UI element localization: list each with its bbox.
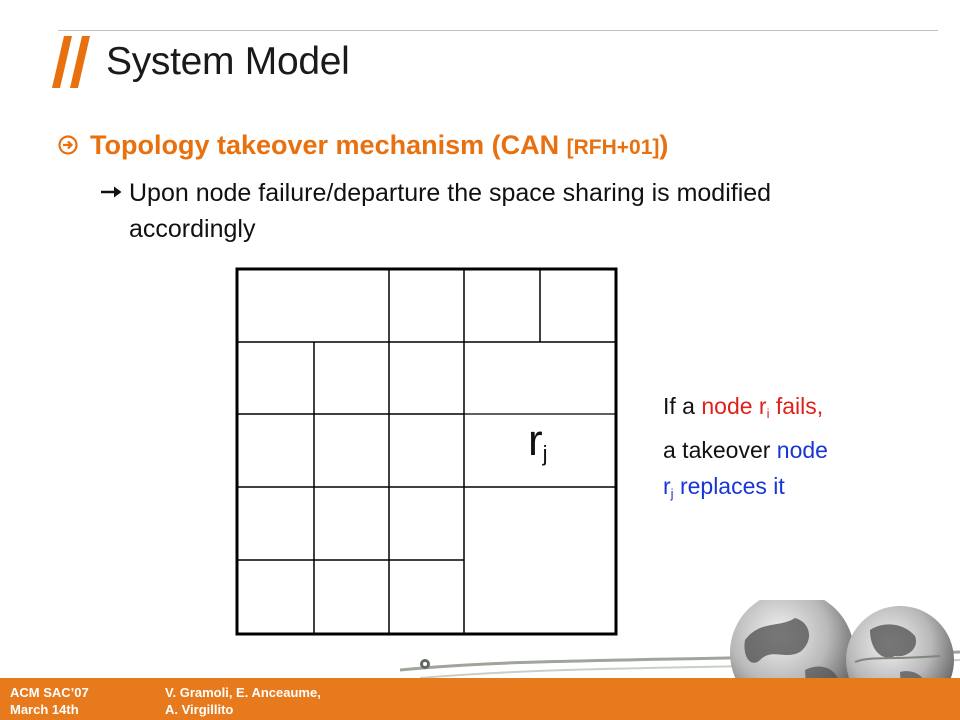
annotation-text: If a <box>663 393 702 419</box>
footer-date: March 14th <box>10 702 79 717</box>
footer-conference <box>10 684 89 718</box>
takeover-node-sub: j <box>670 486 674 501</box>
node-rj-sub: j <box>542 441 548 466</box>
citation-ref: [RFH+01] <box>566 136 660 159</box>
failed-node-sub: i <box>766 406 770 421</box>
bullet-1-main: Topology takeover mechanism (CAN <box>90 130 567 160</box>
page-title: System Model <box>106 40 350 83</box>
replaces-text: replaces it <box>673 473 785 499</box>
zone-outer-border <box>237 269 616 634</box>
bullet-2-text: Upon node failure/departure the space sharing is modified accordingly <box>129 179 772 243</box>
node-rj-label <box>528 416 548 467</box>
footer-authors-line2: A. Virgillito <box>165 702 234 717</box>
node-rj-main: r <box>528 416 543 465</box>
bullet-1-close: ) <box>659 130 669 160</box>
footer-conference-name: ACM SAC’07 <box>10 685 89 700</box>
footer-bar <box>0 678 960 720</box>
takeover-annotation <box>663 388 943 512</box>
annotation-text: a takeover <box>663 437 777 463</box>
failed-text: fails, <box>769 393 824 419</box>
takeover-node-label: node <box>776 437 828 463</box>
failed-node-label: node r <box>701 393 767 419</box>
footer-authors-line1: V. Gramoli, E. Anceaume, <box>165 685 321 700</box>
footer-authors <box>165 684 321 718</box>
takeover-node-r: r <box>663 473 671 499</box>
